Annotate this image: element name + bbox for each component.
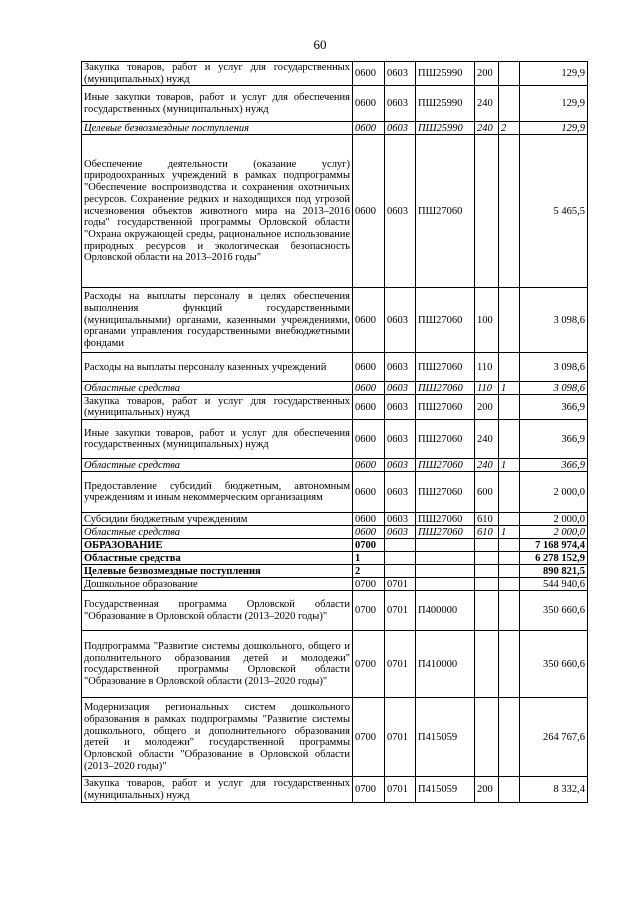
section-code-cell: 0600 [353,122,385,135]
subsection-code-cell: 0603 [385,62,416,86]
item-name-cell: Закупка товаров, работ и услуг для государственных (муниципальных) нужд [82,395,353,420]
target-article-code-cell [416,539,475,552]
table-row [82,631,588,698]
amount-cell: 350 660,6 [520,591,588,631]
table-row [82,526,588,539]
section-code-cell: 0700 [353,698,385,777]
funding-source-code-cell [499,420,520,459]
amount-cell: 129,9 [520,122,588,135]
expense-type-code-cell [475,552,499,565]
amount-cell: 350 660,6 [520,631,588,698]
subsection-code-cell: 0603 [385,395,416,420]
amount-cell: 5 465,5 [520,135,588,288]
expense-type-code-cell [475,591,499,631]
amount-cell: 366,9 [520,395,588,420]
target-article-code-cell: ПШ27060 [416,513,475,526]
amount-cell: 264 767,6 [520,698,588,777]
amount-cell: 890 821,5 [520,565,588,578]
expense-type-code-cell: 110 [475,382,499,395]
expense-type-code-cell: 240 [475,122,499,135]
table-row [82,395,588,420]
amount-cell: 8 332,4 [520,777,588,803]
table-row [82,353,588,382]
section-code-cell: 0700 [353,631,385,698]
target-article-code-cell [416,578,475,591]
section-code-cell: 0700 [353,578,385,591]
item-name-cell: Иные закупки товаров, работ и услуг для обеспечения государственных (муниципальных) нужд [82,420,353,459]
expense-type-code-cell [475,135,499,288]
amount-cell: 3 098,6 [520,288,588,353]
item-name-cell: Областные средства [82,526,353,539]
table-row [82,698,588,777]
section-code-cell: 0600 [353,472,385,513]
expense-type-code-cell: 200 [475,777,499,803]
funding-source-code-cell [499,472,520,513]
table-row [82,578,588,591]
table-row [82,565,588,578]
target-article-code-cell: ПШ27060 [416,472,475,513]
section-code-cell: 0600 [353,135,385,288]
item-name-cell: Целевые безвозмездные поступления [82,122,353,135]
expense-type-code-cell: 610 [475,526,499,539]
table-row [82,62,588,86]
target-article-code-cell: П415059 [416,698,475,777]
funding-source-code-cell [499,698,520,777]
amount-cell: 2 000,0 [520,526,588,539]
funding-source-code-cell: 2 [499,122,520,135]
section-code-cell: 2 [353,565,385,578]
subsection-code-cell: 0603 [385,420,416,459]
funding-source-code-cell [499,353,520,382]
table-row [82,288,588,353]
target-article-code-cell: П400000 [416,591,475,631]
subsection-code-cell: 0603 [385,526,416,539]
section-code-cell: 0600 [353,62,385,86]
table-row [82,552,588,565]
target-article-code-cell [416,552,475,565]
table-row [82,135,588,288]
amount-cell: 2 000,0 [520,513,588,526]
section-code-cell: 1 [353,552,385,565]
section-code-cell: 0600 [353,459,385,472]
item-name-cell: Закупка товаров, работ и услуг для государственных (муниципальных) нужд [82,777,353,803]
expense-type-code-cell: 610 [475,513,499,526]
subsection-code-cell: 0603 [385,288,416,353]
subsection-code-cell: 0603 [385,86,416,122]
expense-type-code-cell: 240 [475,86,499,122]
table-row [82,382,588,395]
table-row [82,591,588,631]
funding-source-code-cell [499,513,520,526]
target-article-code-cell: ПШ27060 [416,459,475,472]
target-article-code-cell: ПШ27060 [416,382,475,395]
target-article-code-cell: ПШ25990 [416,62,475,86]
item-name-cell: Областные средства [82,459,353,472]
item-name-cell: Расходы на выплаты персоналу казенных учреждений [82,353,353,382]
expense-type-code-cell: 240 [475,420,499,459]
subsection-code-cell: 0701 [385,698,416,777]
subsection-code-cell: 0603 [385,122,416,135]
amount-cell: 6 278 152,9 [520,552,588,565]
funding-source-code-cell: 1 [499,459,520,472]
item-name-cell: Обеспечение деятельности (оказание услуг) природоохранных учреждений в рамках подпрограммы "Обеспечение воспроизводства и сохранения охотничьих ресурсов. Сохранение редких и находящихся под угрозой исчезновения объектов животного мира на 2013–2016 годы" государственной программы Орловской области "Охрана окружающей среды, рациональное использование природных ресурсов и экологическая безопасность Орловской области на 2013–2016 годы" [82,135,353,288]
target-article-code-cell: ПШ27060 [416,395,475,420]
section-code-cell: 0600 [353,353,385,382]
subsection-code-cell: 0701 [385,631,416,698]
expense-type-code-cell [475,539,499,552]
funding-source-code-cell: 1 [499,526,520,539]
amount-cell: 366,9 [520,459,588,472]
page-number: 60 [313,37,327,52]
subsection-code-cell: 0603 [385,353,416,382]
funding-source-code-cell [499,395,520,420]
subsection-code-cell [385,565,416,578]
target-article-code-cell: ПШ27060 [416,135,475,288]
item-name-cell: Закупка товаров, работ и услуг для государственных (муниципальных) нужд [82,62,353,86]
amount-cell: 544 940,6 [520,578,588,591]
target-article-code-cell: ПШ25990 [416,122,475,135]
expense-type-code-cell [475,631,499,698]
funding-source-code-cell [499,777,520,803]
item-name-cell: Субсидии бюджетным учреждениям [82,513,353,526]
section-code-cell: 0700 [353,539,385,552]
amount-cell: 3 098,6 [520,382,588,395]
expense-type-code-cell: 200 [475,395,499,420]
item-name-cell: Подпрограмма "Развитие системы дошкольного, общего и дополнительного образования детей и молодежи" государственной программы Орловской области "Образование в Орловской области (2013–2020 годы)" [82,631,353,698]
subsection-code-cell: 0603 [385,472,416,513]
funding-source-code-cell [499,565,520,578]
section-code-cell: 0600 [353,382,385,395]
expense-type-code-cell [475,698,499,777]
funding-source-code-cell [499,288,520,353]
target-article-code-cell [416,565,475,578]
target-article-code-cell: ПШ27060 [416,353,475,382]
table-row [82,420,588,459]
subsection-code-cell: 0701 [385,591,416,631]
amount-cell: 366,9 [520,420,588,459]
funding-source-code-cell [499,135,520,288]
budget-table-body [82,62,588,803]
section-code-cell: 0700 [353,777,385,803]
subsection-code-cell: 0603 [385,382,416,395]
funding-source-code-cell [499,578,520,591]
budget-table [81,61,588,803]
expense-type-code-cell [475,578,499,591]
item-name-cell: ОБРАЗОВАНИЕ [82,539,353,552]
target-article-code-cell: ПШ27060 [416,526,475,539]
funding-source-code-cell [499,539,520,552]
funding-source-code-cell: 1 [499,382,520,395]
item-name-cell: Областные средства [82,382,353,395]
item-name-cell: Модернизация региональных систем дошкольного образования в рамках подпрограммы "Развитие системы дошкольного, общего и дополнительного образования детей и молодежи" государственной программы Орловской области "Образование в Орловской области (2013–2020 годы)" [82,698,353,777]
section-code-cell: 0600 [353,420,385,459]
item-name-cell: Расходы на выплаты персоналу в целях обеспечения выполнения функций государственными (муниципальными) органами, казенными учреждениями, органами управления государственными внебюджетными фондами [82,288,353,353]
section-code-cell: 0600 [353,288,385,353]
table-row [82,472,588,513]
table-row [82,777,588,803]
item-name-cell: Областные средства [82,552,353,565]
item-name-cell: Государственная программа Орловской области "Образование в Орловской области (2013–2020 годы)" [82,591,353,631]
subsection-code-cell [385,552,416,565]
section-code-cell: 0600 [353,395,385,420]
table-row [82,513,588,526]
section-code-cell: 0600 [353,513,385,526]
amount-cell: 129,9 [520,86,588,122]
amount-cell: 3 098,6 [520,353,588,382]
table-row [82,459,588,472]
subsection-code-cell: 0701 [385,777,416,803]
funding-source-code-cell [499,86,520,122]
item-name-cell: Предоставление субсидий бюджетным, автономным учреждениям и иным некоммерческим организациям [82,472,353,513]
amount-cell: 2 000,0 [520,472,588,513]
subsection-code-cell: 0603 [385,513,416,526]
expense-type-code-cell: 100 [475,288,499,353]
item-name-cell: Иные закупки товаров, работ и услуг для обеспечения государственных (муниципальных) нужд [82,86,353,122]
expense-type-code-cell: 200 [475,62,499,86]
funding-source-code-cell [499,631,520,698]
table-row [82,86,588,122]
item-name-cell: Целевые безвозмездные поступления [82,565,353,578]
target-article-code-cell: П415059 [416,777,475,803]
section-code-cell: 0600 [353,526,385,539]
target-article-code-cell: ПШ25990 [416,86,475,122]
amount-cell: 7 168 974,4 [520,539,588,552]
table-row [82,122,588,135]
expense-type-code-cell [475,565,499,578]
section-code-cell: 0700 [353,591,385,631]
subsection-code-cell: 0701 [385,578,416,591]
funding-source-code-cell [499,62,520,86]
funding-source-code-cell [499,591,520,631]
expense-type-code-cell: 110 [475,353,499,382]
target-article-code-cell: ПШ27060 [416,420,475,459]
item-name-cell: Дошкольное образование [82,578,353,591]
funding-source-code-cell [499,552,520,565]
target-article-code-cell: ПШ27060 [416,288,475,353]
subsection-code-cell: 0603 [385,459,416,472]
subsection-code-cell [385,539,416,552]
table-row [82,539,588,552]
expense-type-code-cell: 600 [475,472,499,513]
expense-type-code-cell: 240 [475,459,499,472]
section-code-cell: 0600 [353,86,385,122]
amount-cell: 129,9 [520,62,588,86]
subsection-code-cell: 0603 [385,135,416,288]
target-article-code-cell: П410000 [416,631,475,698]
